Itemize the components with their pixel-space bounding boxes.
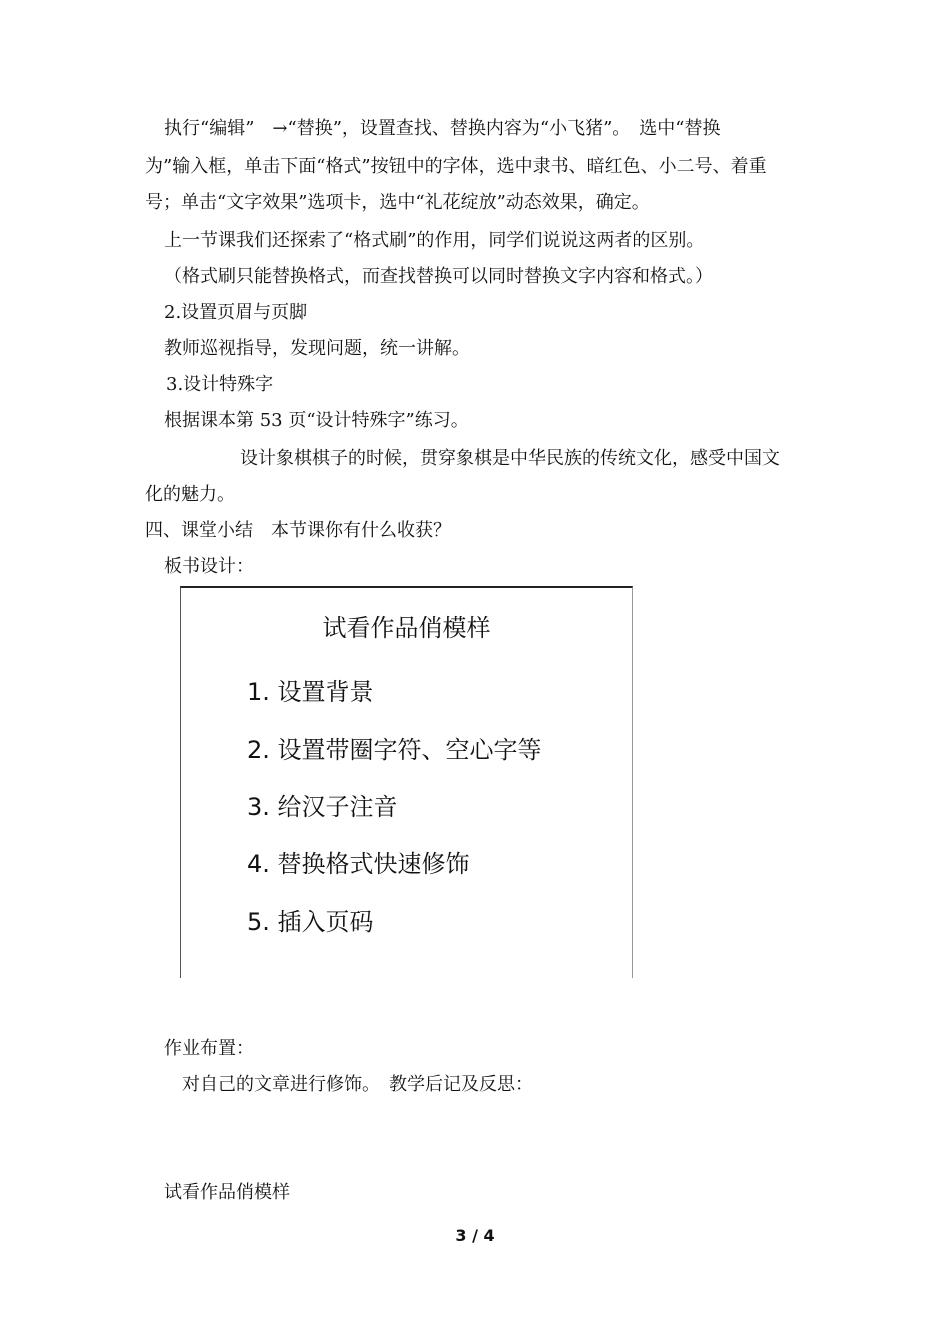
paragraph-line: （格式刷只能替换格式，而查找替换可以同时替换文字内容和格式。）	[164, 266, 713, 287]
paragraph-line: 号；单击“文字效果”选项卡，选中“礼花绽放”动态效果，确定。	[145, 192, 650, 213]
page-number: 3 / 4	[455, 1226, 495, 1245]
paragraph-line: 执行“编辑” →“替换”，设置查找、替换内容为“小飞猪”。 选中“替换	[164, 118, 721, 139]
board-item: 2. 设置带圈字符、空心字等	[247, 736, 542, 764]
board-item: 5. 插入页码	[247, 908, 374, 936]
homework-label: 作业布置：	[164, 1038, 254, 1059]
board-item: 1. 设置背景	[247, 678, 374, 706]
paragraph-line: 为”输入框，单击下面“格式”按钮中的字体，选中隶书、暗红色、小二号、着重	[145, 156, 767, 177]
closing-line: 试看作品俏模样	[164, 1182, 290, 1203]
paragraph-line: 教师巡视指导，发现问题，统一讲解。	[164, 338, 470, 359]
paragraph-line: 板书设计：	[164, 556, 254, 577]
paragraph-line: 化的魅力。	[145, 484, 235, 505]
paragraph-line: 根据课本第 53 页“设计特殊字”练习。	[164, 410, 469, 431]
board-item: 3. 给汉子注音	[247, 793, 398, 821]
section-heading: 四、课堂小结 本节课你有什么收获？	[145, 520, 451, 541]
section-heading: 3.设计特殊字	[166, 374, 274, 395]
blackboard-design-box	[180, 586, 633, 978]
board-item: 4. 替换格式快速修饰	[247, 850, 470, 878]
paragraph-line: 设计象棋棋子的时候，贯穿象棋是中华民族的传统文化，感受中国文	[240, 448, 780, 469]
paragraph-line: 上一节课我们还探索了“格式刷”的作用，同学们说说这两者的区别。	[164, 230, 705, 251]
section-heading: 2.设置页眉与页脚	[164, 302, 308, 323]
homework-text: 对自己的文章进行修饰。 教学后记及反思：	[182, 1074, 533, 1095]
board-title: 试看作品俏模样	[322, 614, 491, 642]
